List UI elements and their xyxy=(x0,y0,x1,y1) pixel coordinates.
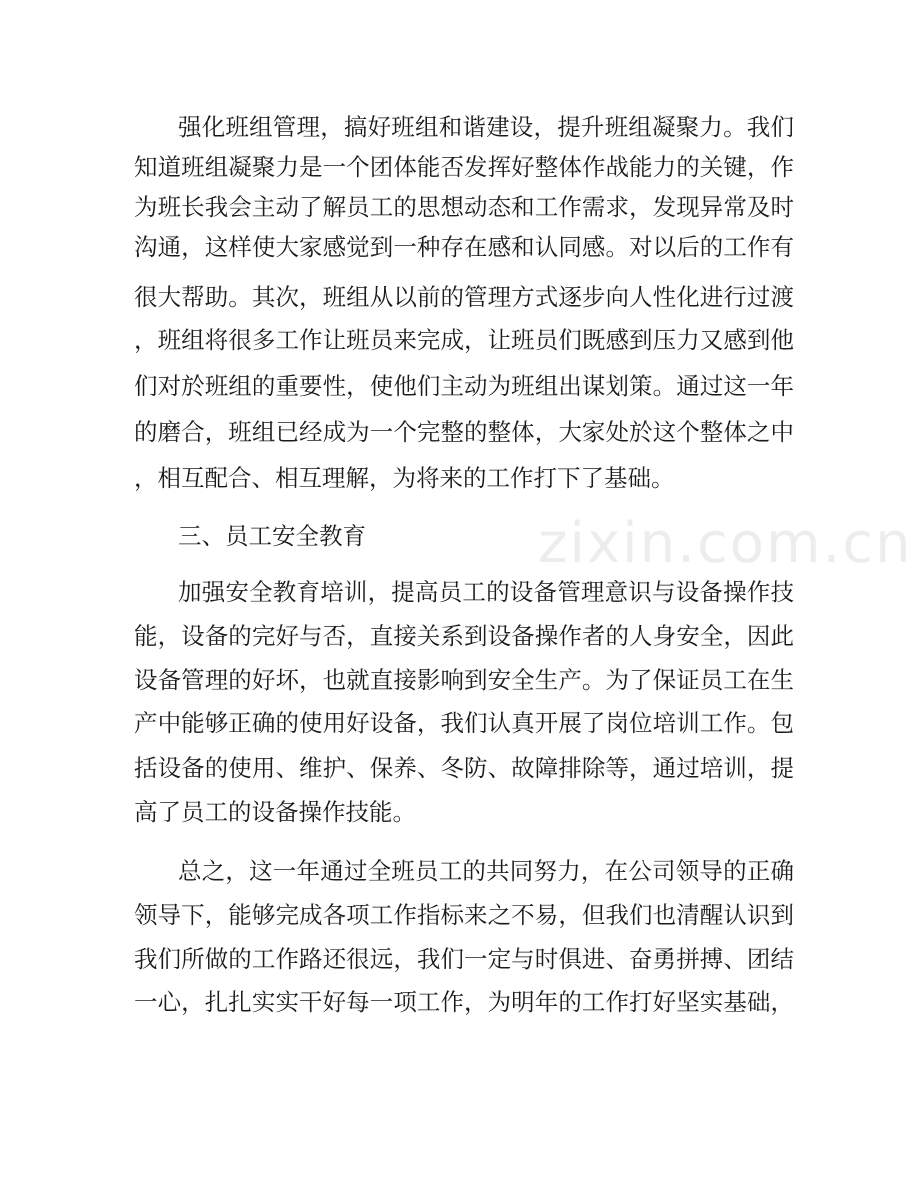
paragraph-2-line-5: 括设备的使用、维护、保养、冬防、故障排除等，通过培训，提 xyxy=(134,754,794,782)
paragraph-1-line-2: 知道班组凝聚力是一个团体能否发挥好整体作战能力的关键，作 xyxy=(134,153,794,181)
section-heading: 三、员工安全教育 xyxy=(178,522,366,550)
watermark: zixin.com.cn xyxy=(538,511,913,576)
paragraph-2-line-3: 设备管理的好坏，也就直接影响到安全生产。为了保证员工在生 xyxy=(134,666,794,694)
paragraph-1-line-8: 的磨合，班组已经成为一个完整的整体，大家处於这个整体之中 xyxy=(134,418,794,446)
paragraph-1-line-6: ，班组将很多工作让班员来完成，让班员们既感到压力又感到他 xyxy=(134,326,794,354)
paragraph-1-line-5: 很大帮助。其次，班组从以前的管理方式逐步向人性化进行过渡 xyxy=(134,283,794,311)
paragraph-3-line-1: 总之，这一年通过全班员工的共同努力，在公司领导的正确 xyxy=(178,857,794,885)
paragraph-1-line-4: 沟通，这样使大家感觉到一种存在感和认同感。对以后的工作有 xyxy=(134,233,794,261)
paragraph-2-line-6: 高了员工的设备操作技能。 xyxy=(134,798,416,826)
paragraph-1-line-7: 们对於班组的重要性，使他们主动为班组出谋划策。通过这一年 xyxy=(134,372,794,400)
paragraph-3-line-4: 一心，扎扎实实干好每一项工作，为明年的工作打好坚实基础， xyxy=(134,988,794,1016)
paragraph-2-line-2: 能，设备的完好与否，直接关系到设备操作者的人身安全，因此 xyxy=(134,622,794,650)
paragraph-2-line-1: 加强安全教育培训，提高员工的设备管理意识与设备操作技 xyxy=(178,578,794,606)
paragraph-1-line-9: ，相互配合、相互理解，为将来的工作打下了基础。 xyxy=(134,464,675,492)
paragraph-1-line-3: 为班长我会主动了解员工的思想动态和工作需求，发现异常及时 xyxy=(134,193,794,221)
paragraph-1-line-1: 强化班组管理，搞好班组和谐建设，提升班组凝聚力。我们 xyxy=(178,113,794,141)
paragraph-3-line-2: 领导下，能够完成各项工作指标来之不易，但我们也清醒认识到 xyxy=(134,901,794,929)
paragraph-2-line-4: 产中能够正确的使用好设备，我们认真开展了岗位培训工作。包 xyxy=(134,709,794,737)
paragraph-3-line-3: 我们所做的工作路还很远，我们一定与时俱进、奋勇拼搏、团结 xyxy=(134,945,794,973)
